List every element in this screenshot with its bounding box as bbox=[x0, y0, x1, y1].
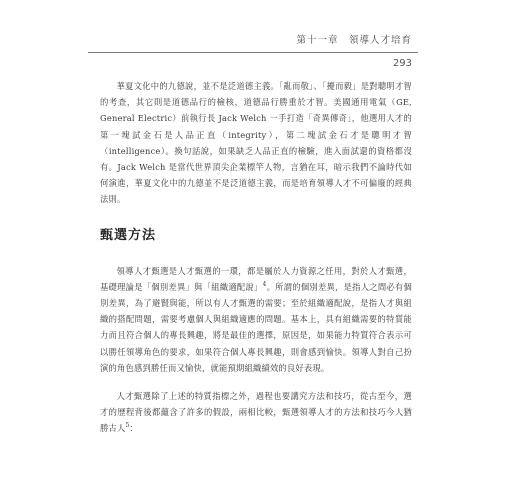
footnote-ref: 5 bbox=[125, 422, 130, 430]
selection-paragraph-2 bbox=[100, 388, 412, 437]
paragraph-text: ： bbox=[129, 423, 139, 434]
section-title: 甄選方法 bbox=[100, 227, 157, 243]
page-number: 293 bbox=[392, 58, 412, 69]
page-content bbox=[100, 78, 412, 437]
paragraph-text: 。所謂的個別差異，是指人之間必有個別差異，為了避賢與能，所以有人才甄選的需要；至於組織適配說，是指人才與組織的搭配問題，需要考慮個人與組織適應的問題。基本上，具有組織需要的特質能力而且符合個人的專長興趣，將是最佳的選擇，原因是，如果能力特質符合表示可以勝任領導角色的要求，如果符合個人專長興趣，則會感到愉快。領導人對自己扮演的角色感到勝任而又愉快，就能預期組織績效的良好表現。 bbox=[100, 281, 412, 373]
paragraph-text: 領導人才甄選是人才甄選的一環，都是屬於人力資源之任用，對於人才甄選，基礎理論是「個別差異」與「組織適配說」 bbox=[100, 265, 412, 292]
intro-paragraph: 華夏文化中的九德說，並不是泛道德主義。「亂而敬」、「擾而毅」是對聰明才智的考查，其它則是道德品行的檢核，道德品行勝重於才智。美國通用電氣（GE, General Electric）前執行長 Jack Welch 一手打造「奇異傳奇」，他選用人才的第一塊試金石是人品正直（integrity），第二塊試金石才是聰明才智（intelligence）。換句話說，如果缺乏人品正直的檢驗，進入面試還的資格都沒有。Jack Welch 是當代世界頂尖企業標竿人物，言猶在耳，暗示我們不論時代如何演進，華夏文化中的九德並不是泛道德主義，而是培育領導人才不可偏廢的經典法則。 bbox=[100, 81, 412, 205]
running-header: 第十一章 領導人才培育 bbox=[296, 35, 412, 46]
footnote-ref: 4 bbox=[262, 281, 267, 289]
header-rule bbox=[88, 52, 418, 53]
paragraph-text: 人才甄選除了上述的特質指標之外，過程也要講究方法和技巧，從古至今，選才的歷程背後都蘊含了許多的假設，兩相比較，甄選領導人才的方法和技巧今人猶勝古人 bbox=[100, 391, 412, 434]
selection-paragraph-1 bbox=[100, 263, 412, 376]
